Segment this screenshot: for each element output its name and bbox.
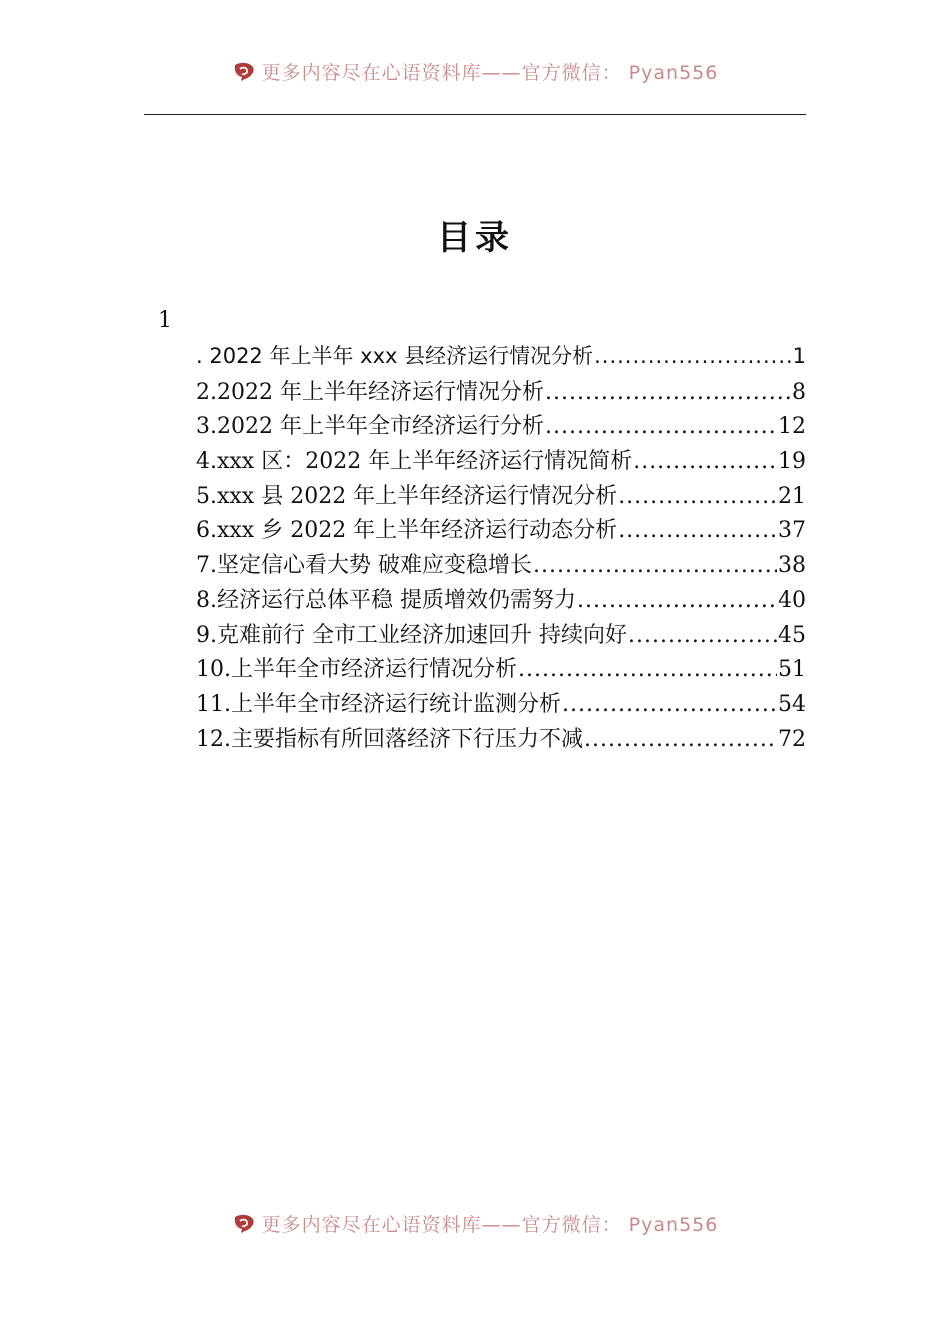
toc-entry-title: 6.xxx 乡 2022 年上半年经济运行动态分析 bbox=[196, 518, 618, 544]
dot-leader bbox=[533, 553, 777, 578]
dot-leader bbox=[628, 623, 777, 648]
toc-page-number: 37 bbox=[778, 518, 806, 544]
toc-entry[interactable] bbox=[196, 687, 806, 722]
toc-page-number: 40 bbox=[778, 587, 806, 613]
footer-watermark bbox=[0, 1210, 950, 1237]
header-watermark bbox=[0, 58, 950, 85]
dot-leader bbox=[594, 344, 792, 368]
watermark-text: 更多内容尽在心语资料库——官方微信： Pyan556 bbox=[261, 62, 719, 84]
header-divider bbox=[144, 114, 806, 115]
toc-page-number: 19 bbox=[778, 449, 806, 475]
dot-leader bbox=[518, 657, 777, 682]
dot-leader bbox=[545, 414, 777, 439]
toc-entry-title: 11.上半年全市经济运行统计监测分析 bbox=[196, 691, 561, 717]
toc-page-number: 54 bbox=[778, 691, 806, 717]
toc-page-number: 51 bbox=[778, 657, 806, 683]
toc-entry[interactable] bbox=[196, 375, 806, 410]
toc-entry[interactable] bbox=[196, 548, 806, 583]
toc-entry-title: 2.2022 年上半年经济运行情况分析 bbox=[196, 379, 544, 405]
toc-entry[interactable] bbox=[196, 513, 806, 548]
page-title: 目录 bbox=[437, 218, 513, 258]
toc-entry-title: . 2022 年上半年 xxx 县经济运行情况分析 bbox=[196, 344, 594, 368]
toc-entry[interactable] bbox=[196, 409, 806, 444]
toc-entry-title: 8.经济运行总体平稳 提质增效仍需努力 bbox=[196, 587, 576, 613]
dot-leader bbox=[618, 518, 777, 543]
toc-entry-title: 4.xxx 区：2022 年上半年经济运行情况简析 bbox=[196, 449, 633, 475]
dot-leader bbox=[545, 380, 791, 405]
toc-entry-title: 5.xxx 县 2022 年上半年经济运行情况分析 bbox=[196, 483, 618, 509]
toc-entry[interactable] bbox=[196, 618, 806, 653]
toc-entry-title: 10.上半年全市经济运行情况分析 bbox=[196, 657, 517, 683]
toc-entry[interactable] bbox=[196, 479, 806, 514]
toc-entry-title: 7.坚定信心看大势 破难应变稳增长 bbox=[196, 553, 532, 579]
toc-entry[interactable] bbox=[196, 583, 806, 618]
toc-page-number: 21 bbox=[778, 483, 806, 509]
toc-entry[interactable] bbox=[196, 340, 806, 375]
toc-entry[interactable] bbox=[196, 652, 806, 687]
brand-logo-icon bbox=[232, 1213, 258, 1235]
toc-page-number: 38 bbox=[778, 553, 806, 579]
dot-leader bbox=[633, 449, 777, 474]
dot-leader bbox=[584, 727, 777, 752]
toc-page-number: 8 bbox=[792, 379, 806, 405]
toc-page-number: 72 bbox=[778, 726, 806, 752]
toc-page-number: 1 bbox=[792, 344, 806, 368]
toc-entry-title: 12.主要指标有所回落经济下行压力不减 bbox=[196, 726, 583, 752]
toc-entry-title: 9.克难前行 全市工业经济加速回升 持续向好 bbox=[196, 622, 627, 648]
toc-entry[interactable] bbox=[196, 722, 806, 757]
toc-page-number: 45 bbox=[778, 622, 806, 648]
dot-leader bbox=[618, 484, 777, 509]
table-of-contents bbox=[196, 340, 806, 756]
watermark-text: 更多内容尽在心语资料库——官方微信： Pyan556 bbox=[261, 1214, 719, 1236]
brand-logo-icon bbox=[232, 61, 258, 83]
dot-leader bbox=[577, 588, 777, 613]
toc-page-number: 12 bbox=[778, 414, 806, 440]
toc-entry-title: 3.2022 年上半年全市经济运行分析 bbox=[196, 414, 544, 440]
dot-leader bbox=[562, 692, 777, 717]
toc-entry[interactable] bbox=[196, 444, 806, 479]
list-marker: 1 bbox=[158, 308, 172, 333]
